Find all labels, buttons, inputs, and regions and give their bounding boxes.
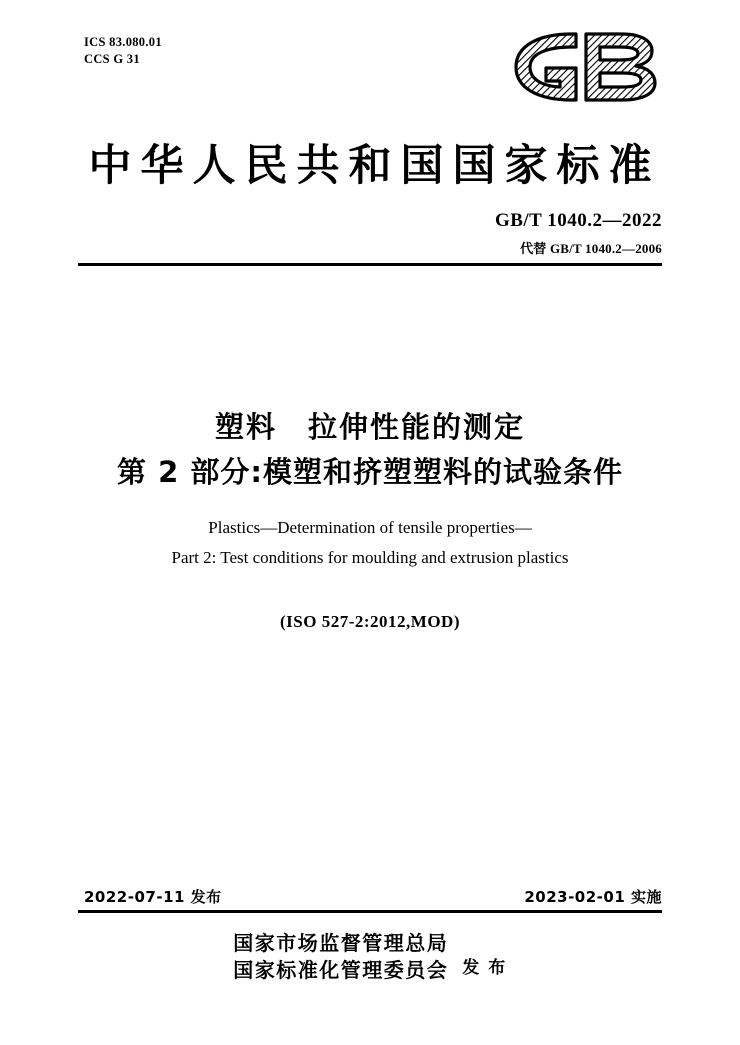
standard-number-block — [495, 210, 662, 257]
document-title-en-line2: Part 2: Test conditions for moulding and extrusion plastics — [171, 548, 569, 567]
national-standard-title: 中华人民共和国国家标准 — [88, 141, 661, 191]
header-divider — [78, 263, 662, 266]
publisher-line-2: 国家标准化管理委员会 — [233, 958, 449, 982]
document-title-cn-line2: 第 2 部分:模塑和挤塑塑料的试验条件 — [117, 455, 623, 489]
standard-number: GB/T 1040.2—2022 — [494, 210, 662, 231]
publisher-names — [233, 930, 448, 984]
issue-date: 2022-07-11 发布 — [84, 888, 222, 906]
publisher-line-1: 国家市场监督管理总局 — [233, 931, 449, 955]
iso-correspondence-note: (ISO 527-2:2012,MOD) — [280, 612, 460, 631]
ics-code: ICS 83.080.01 — [84, 35, 162, 49]
implementation-date: 2023-02-01 实施 — [524, 888, 662, 906]
gb-logo-icon — [502, 28, 662, 106]
publisher-inner — [233, 930, 506, 984]
document-title-en — [0, 513, 740, 573]
ics-block — [84, 34, 162, 68]
document-title — [0, 405, 740, 495]
ccs-code: CCS G 31 — [84, 52, 140, 66]
document-title-en-line1: Plastics—Determination of tensile properties— — [208, 518, 532, 537]
publisher-block — [0, 930, 740, 984]
standard-replaces: 代替 GB/T 1040.2—2006 — [520, 241, 662, 256]
footer-divider — [78, 910, 662, 913]
publisher-verb: 发 布 — [462, 957, 507, 978]
document-title-cn-line1: 塑料 拉伸性能的测定 — [214, 410, 525, 444]
